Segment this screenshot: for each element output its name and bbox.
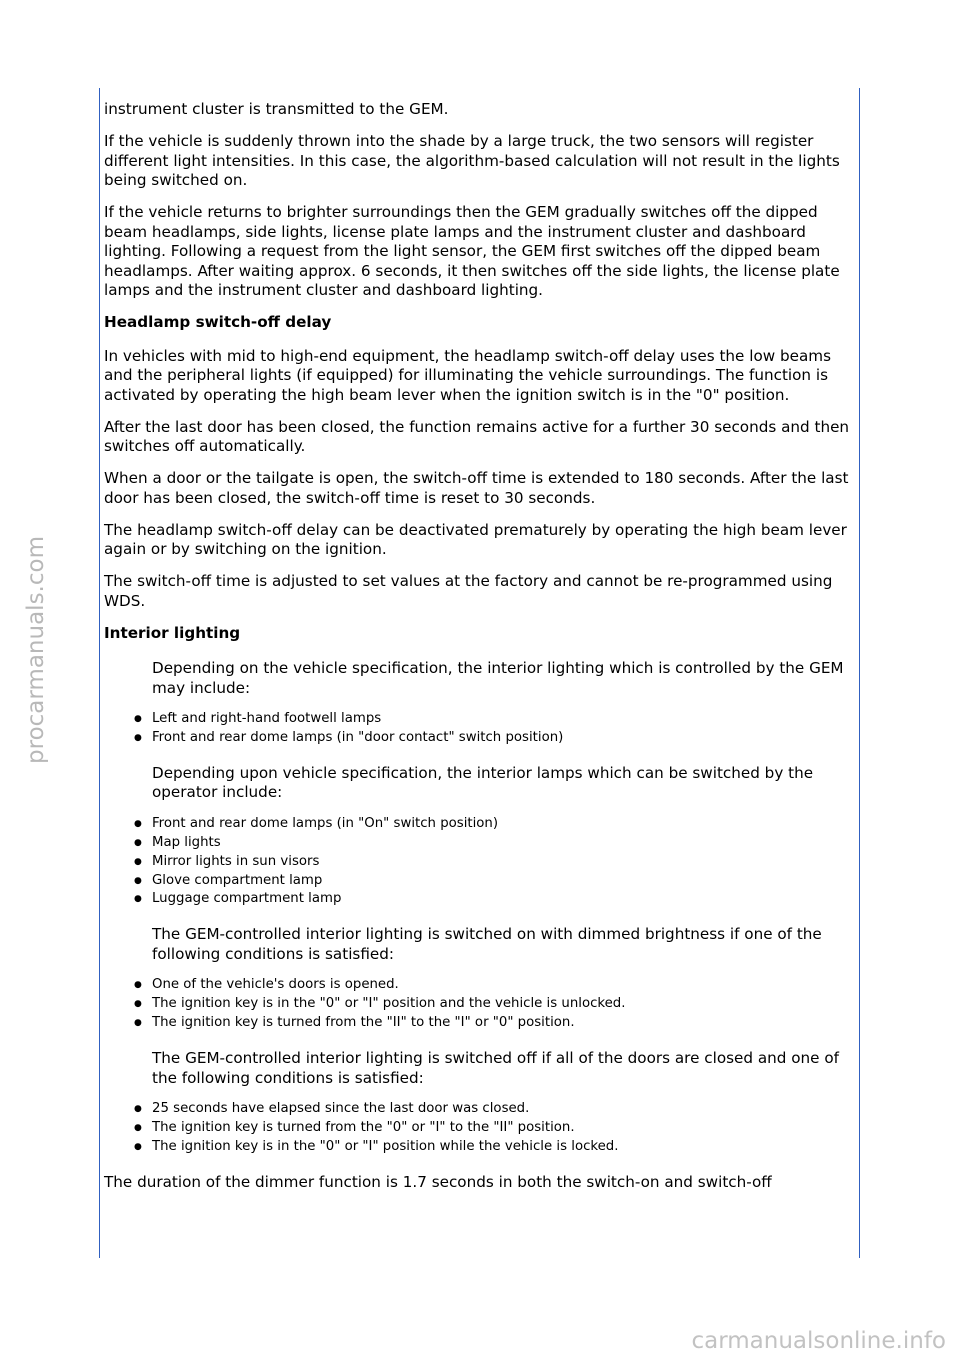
paragraph-switch-off-conditions: The GEM-controlled interior lighting is switched off if all of the doors are closed and one of the following conditions is satisfied: [152, 1049, 839, 1087]
heading-interior-lighting: Interior lighting [104, 623, 241, 642]
paragraph-operator-lamps: Depending upon vehicle specification, the interior lamps which can be switched by the operator include: [152, 763, 814, 802]
paragraph-gem-interior-lighting: Depending on the vehicle specification, the interior lighting which is controlled by the GEM may include: [152, 659, 844, 697]
list-item: ● Luggage compartment lamp [152, 890, 856, 909]
list-item: ● Left and right-hand footwell lamps [152, 710, 856, 729]
paragraph-delay-function: In vehicles with mid to high-end equipment, the headlamp switch-off delay uses the low beams and the peripheral lights (if equipped) for illuminating the vehicle surroundings. The function is activated by operating the high beam lever when the ignition switch is in the "0" position. [104, 346, 831, 404]
list-item: ● Map lights [152, 834, 856, 853]
list-item: ● Mirror lights in sun visors [152, 853, 856, 872]
list-gem-controlled-lamps [104, 710, 856, 748]
list-item: ● Glove compartment lamp [152, 872, 856, 891]
paragraph-dimmer-duration: The duration of the dimmer function is 1.7 seconds in both the switch-on and switch-off [104, 1172, 772, 1191]
list-switch-on-conditions [104, 976, 856, 1033]
paragraph-delay-180-seconds: When a door or the tailgate is open, the switch-off time is extended to 180 seconds. After the last door has been closed, the switch-off time is reset to 30 seconds. [104, 469, 849, 507]
list-item: ● Front and rear dome lamps (in "door contact" switch position) [152, 729, 856, 748]
list-item: ● 25 seconds have elapsed since the last door was closed. [152, 1100, 856, 1119]
paragraph-shade-sensors: If the vehicle is suddenly thrown into the shade by a large truck, the two sensors will register different light intensities. In this case, the algorithm-based calculation will not result in the lights being switched on. [104, 132, 840, 189]
page-frame-right-line [859, 88, 860, 1258]
paragraph-brighter-surroundings: If the vehicle returns to brighter surroundings then the GEM gradually switches off the dipped beam headlamps, side lights, license plate lamps and the instrument cluster and dashboard lighting. Following a request from the light sensor, the GEM first switches off the dipped beam headlamps. After waiting approx. 6 seconds, it then switches off the side lights, the license plate lamps and the instrument cluster and dashboard lighting. [104, 203, 840, 299]
bottom-watermark: carmanualsonline.info [691, 1328, 946, 1354]
paragraph-switch-on-conditions: The GEM-controlled interior lighting is switched on with dimmed brightness if one of the following conditions is satisfied: [152, 925, 822, 963]
list-item: ● The ignition key is turned from the "II" to the "I" or "0" position. [152, 1014, 856, 1033]
side-watermark: procarmanuals.com [23, 536, 49, 764]
list-item: ● The ignition key is in the "0" or "I" position while the vehicle is locked. [152, 1138, 856, 1157]
paragraph-delay-deactivation: The headlamp switch-off delay can be deactivated prematurely by operating the high beam lever again or by switching on the ignition. [104, 520, 847, 558]
list-operator-lamps [104, 815, 856, 910]
paragraph-delay-factory-set: The switch-off time is adjusted to set values at the factory and cannot be re-programmed using WDS. [104, 572, 833, 610]
paragraph-gem-transmission: instrument cluster is transmitted to the GEM. [104, 100, 449, 118]
paragraph-delay-30-seconds: After the last door has been closed, the function remains active for a further 30 seconds and then switches off automatically. [104, 417, 850, 455]
heading-headlamp-switch-off-delay: Headlamp switch-off delay [104, 313, 332, 331]
list-switch-off-conditions [104, 1100, 856, 1157]
document-body [104, 100, 856, 1205]
list-item: ● The ignition key is in the "0" or "I" position and the vehicle is unlocked. [152, 995, 856, 1014]
list-item: ● The ignition key is turned from the "0" or "I" to the "II" position. [152, 1119, 856, 1138]
list-item: ● Front and rear dome lamps (in "On" switch position) [152, 815, 856, 834]
list-item: ● One of the vehicle's doors is opened. [152, 976, 856, 995]
page-frame-left-line [99, 88, 100, 1258]
